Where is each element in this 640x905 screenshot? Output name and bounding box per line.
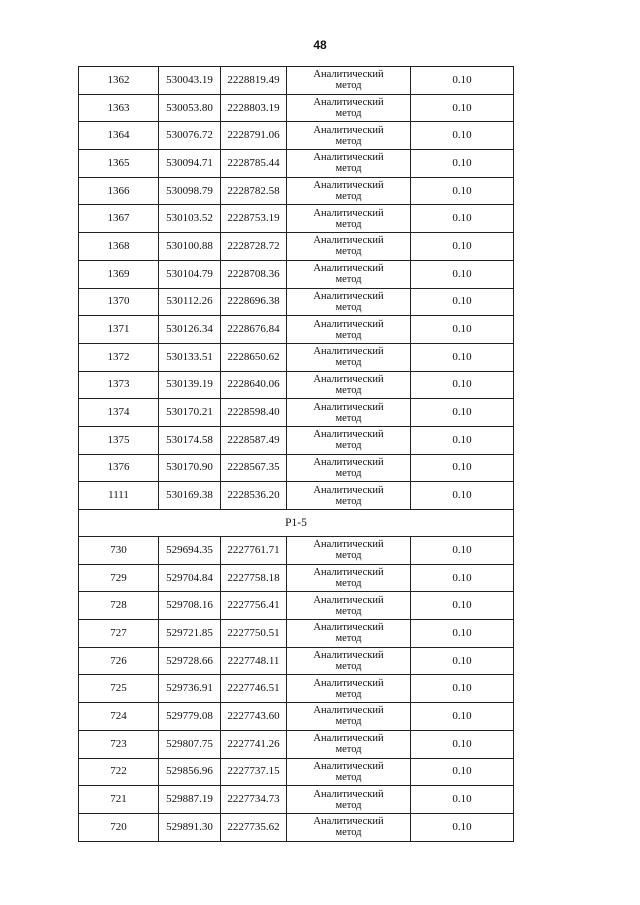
point-id-cell: 720 [79,813,159,841]
point-id-cell: 727 [79,620,159,648]
accuracy-cell: 0.10 [411,177,514,205]
method-line-1: Аналитический [313,456,384,468]
method-cell [287,316,411,344]
method-cell [287,537,411,565]
method-line-2: метод [335,827,362,839]
method-line-1: Аналитический [313,816,384,828]
coord-y-cell: 2227734.73 [221,786,287,814]
table-row [79,260,514,288]
coord-x-cell: 529736.91 [159,675,221,703]
point-id-cell: 726 [79,647,159,675]
coord-x-cell: 530053.80 [159,94,221,122]
coord-y-cell: 2228753.19 [221,205,287,233]
coord-y-cell: 2227761.71 [221,537,287,565]
method-line-1: Аналитический [313,152,384,164]
accuracy-cell: 0.10 [411,786,514,814]
table-row [79,233,514,261]
coord-x-cell: 529807.75 [159,730,221,758]
accuracy-cell: 0.10 [411,67,514,95]
method-line-2: метод [335,412,362,424]
coord-x-cell: 529891.30 [159,813,221,841]
coord-x-cell: 529887.19 [159,786,221,814]
table-row [79,454,514,482]
method-cell [287,67,411,95]
method-cell [287,233,411,261]
method-line-2: метод [335,467,362,479]
point-id-cell: 1375 [79,426,159,454]
method-line-2: метод [335,384,362,396]
table-row [79,150,514,178]
coord-y-cell: 2228650.62 [221,343,287,371]
method-cell [287,260,411,288]
method-line-1: Аналитический [313,346,384,358]
method-line-2: метод [335,771,362,783]
method-line-1: Аналитический [313,788,384,800]
method-cell [287,564,411,592]
method-line-1: Аналитический [313,650,384,662]
coord-y-cell: 2228676.84 [221,316,287,344]
method-line-2: метод [335,108,362,120]
method-cell [287,758,411,786]
table-row [79,426,514,454]
coord-x-cell: 530170.90 [159,454,221,482]
table-row [79,177,514,205]
point-id-cell: 1374 [79,399,159,427]
coord-y-cell: 2228536.20 [221,482,287,510]
table-row [79,620,514,648]
coord-y-cell: 2227743.60 [221,703,287,731]
method-line-1: Аналитический [313,539,384,551]
coord-x-cell: 529721.85 [159,620,221,648]
point-id-cell: 725 [79,675,159,703]
method-cell [287,94,411,122]
accuracy-cell: 0.10 [411,758,514,786]
coord-x-cell: 530104.79 [159,260,221,288]
coord-y-cell: 2227746.51 [221,675,287,703]
method-line-2: метод [335,799,362,811]
coord-x-cell: 530169.38 [159,482,221,510]
accuracy-cell: 0.10 [411,675,514,703]
method-line-2: метод [335,218,362,230]
table-row [79,67,514,95]
coord-x-cell: 530174.58 [159,426,221,454]
table-row [79,786,514,814]
method-cell [287,730,411,758]
method-line-2: метод [335,357,362,369]
method-line-1: Аналитический [313,69,384,81]
accuracy-cell: 0.10 [411,205,514,233]
coord-x-cell: 530170.21 [159,399,221,427]
accuracy-cell: 0.10 [411,122,514,150]
coord-y-cell: 2227758.18 [221,564,287,592]
point-id-cell: 1372 [79,343,159,371]
method-cell [287,675,411,703]
coord-y-cell: 2228587.49 [221,426,287,454]
method-line-1: Аналитический [313,290,384,302]
point-id-cell: 1111 [79,482,159,510]
section-header-row [79,510,514,537]
method-line-1: Аналитический [313,760,384,772]
point-id-cell: 728 [79,592,159,620]
coord-x-cell: 529856.96 [159,758,221,786]
method-cell [287,177,411,205]
method-line-1: Аналитический [313,733,384,745]
table-row [79,122,514,150]
accuracy-cell: 0.10 [411,620,514,648]
table-row [79,703,514,731]
accuracy-cell: 0.10 [411,813,514,841]
method-line-1: Аналитический [313,484,384,496]
method-line-1: Аналитический [313,263,384,275]
accuracy-cell: 0.10 [411,371,514,399]
coord-x-cell: 530100.88 [159,233,221,261]
table-row [79,758,514,786]
method-line-2: метод [335,301,362,313]
method-line-2: метод [335,578,362,590]
coord-y-cell: 2228791.06 [221,122,287,150]
method-line-1: Аналитический [313,567,384,579]
point-id-cell: 1370 [79,288,159,316]
coord-x-cell: 530133.51 [159,343,221,371]
method-line-1: Аналитический [313,235,384,247]
coord-x-cell: 530076.72 [159,122,221,150]
coord-x-cell: 530139.19 [159,371,221,399]
point-id-cell: 1362 [79,67,159,95]
accuracy-cell: 0.10 [411,592,514,620]
coord-x-cell: 530126.34 [159,316,221,344]
coord-y-cell: 2227735.62 [221,813,287,841]
table-row [79,647,514,675]
point-id-cell: 724 [79,703,159,731]
method-cell [287,620,411,648]
method-line-2: метод [335,191,362,203]
method-line-2: метод [335,688,362,700]
coord-y-cell: 2228567.35 [221,454,287,482]
table-row [79,288,514,316]
table-row [79,205,514,233]
accuracy-cell: 0.10 [411,399,514,427]
point-id-cell: 1365 [79,150,159,178]
method-cell [287,371,411,399]
coord-y-cell: 2227748.11 [221,647,287,675]
coord-y-cell: 2228728.72 [221,233,287,261]
method-line-2: метод [335,661,362,673]
coord-y-cell: 2228640.06 [221,371,287,399]
method-cell [287,205,411,233]
coord-x-cell: 530103.52 [159,205,221,233]
coord-y-cell: 2228708.36 [221,260,287,288]
table-row [79,537,514,565]
method-line-2: метод [335,605,362,617]
method-line-2: метод [335,495,362,507]
point-id-cell: 1373 [79,371,159,399]
coord-x-cell: 529694.35 [159,537,221,565]
accuracy-cell: 0.10 [411,482,514,510]
method-cell [287,482,411,510]
table-row [79,399,514,427]
point-id-cell: 722 [79,758,159,786]
accuracy-cell: 0.10 [411,94,514,122]
coord-x-cell: 529708.16 [159,592,221,620]
method-line-2: метод [335,550,362,562]
accuracy-cell: 0.10 [411,343,514,371]
table-row [79,813,514,841]
table-row [79,564,514,592]
method-cell [287,786,411,814]
coordinates-table-body [79,67,514,842]
coord-y-cell: 2228819.49 [221,67,287,95]
method-line-2: метод [335,163,362,175]
method-line-2: метод [335,246,362,258]
method-line-2: метод [335,135,362,147]
method-line-1: Аналитический [313,124,384,136]
table-row [79,371,514,399]
method-cell [287,813,411,841]
point-id-cell: 1364 [79,122,159,150]
coordinates-table [78,66,514,842]
method-line-2: метод [335,716,362,728]
method-line-1: Аналитический [313,594,384,606]
accuracy-cell: 0.10 [411,288,514,316]
point-id-cell: 723 [79,730,159,758]
method-cell [287,426,411,454]
coord-y-cell: 2227756.41 [221,592,287,620]
point-id-cell: 1369 [79,260,159,288]
accuracy-cell: 0.10 [411,233,514,261]
point-id-cell: 1368 [79,233,159,261]
accuracy-cell: 0.10 [411,564,514,592]
method-cell [287,592,411,620]
method-line-1: Аналитический [313,373,384,385]
method-cell [287,343,411,371]
coord-y-cell: 2228803.19 [221,94,287,122]
method-cell [287,399,411,427]
coord-x-cell: 530043.19 [159,67,221,95]
point-id-cell: 730 [79,537,159,565]
page-number: 48 [313,38,327,52]
point-id-cell: 1367 [79,205,159,233]
coord-y-cell: 2228598.40 [221,399,287,427]
method-cell [287,454,411,482]
table-row [79,94,514,122]
method-line-1: Аналитический [313,97,384,109]
point-id-cell: 1376 [79,454,159,482]
method-line-2: метод [335,329,362,341]
point-id-cell: 721 [79,786,159,814]
table-row [79,730,514,758]
coord-x-cell: 530098.79 [159,177,221,205]
accuracy-cell: 0.10 [411,730,514,758]
method-line-1: Аналитический [313,677,384,689]
coord-x-cell: 529704.84 [159,564,221,592]
coord-y-cell: 2227750.51 [221,620,287,648]
coord-x-cell: 529779.08 [159,703,221,731]
coord-y-cell: 2227737.15 [221,758,287,786]
accuracy-cell: 0.10 [411,647,514,675]
accuracy-cell: 0.10 [411,703,514,731]
method-cell [287,288,411,316]
method-cell [287,647,411,675]
point-id-cell: 1371 [79,316,159,344]
coord-x-cell: 530112.26 [159,288,221,316]
method-line-2: метод [335,274,362,286]
coord-y-cell: 2228785.44 [221,150,287,178]
method-line-1: Аналитический [313,318,384,330]
table-row [79,592,514,620]
accuracy-cell: 0.10 [411,316,514,344]
accuracy-cell: 0.10 [411,150,514,178]
table-row [79,343,514,371]
point-id-cell: 1363 [79,94,159,122]
method-line-1: Аналитический [313,401,384,413]
coord-y-cell: 2228696.38 [221,288,287,316]
coord-y-cell: 2228782.58 [221,177,287,205]
method-line-1: Аналитический [313,207,384,219]
coord-x-cell: 530094.71 [159,150,221,178]
section-title: Р1-5 [79,510,514,537]
method-line-2: метод [335,633,362,645]
method-line-2: метод [335,80,362,92]
point-id-cell: 729 [79,564,159,592]
accuracy-cell: 0.10 [411,537,514,565]
accuracy-cell: 0.10 [411,454,514,482]
accuracy-cell: 0.10 [411,260,514,288]
method-line-1: Аналитический [313,180,384,192]
table-row [79,482,514,510]
method-line-2: метод [335,440,362,452]
accuracy-cell: 0.10 [411,426,514,454]
table-row [79,316,514,344]
method-cell [287,703,411,731]
method-line-1: Аналитический [313,705,384,717]
method-cell [287,122,411,150]
table-row [79,675,514,703]
point-id-cell: 1366 [79,177,159,205]
method-line-1: Аналитический [313,429,384,441]
method-line-1: Аналитический [313,622,384,634]
method-cell [287,150,411,178]
coord-x-cell: 529728.66 [159,647,221,675]
coord-y-cell: 2227741.26 [221,730,287,758]
method-line-2: метод [335,744,362,756]
